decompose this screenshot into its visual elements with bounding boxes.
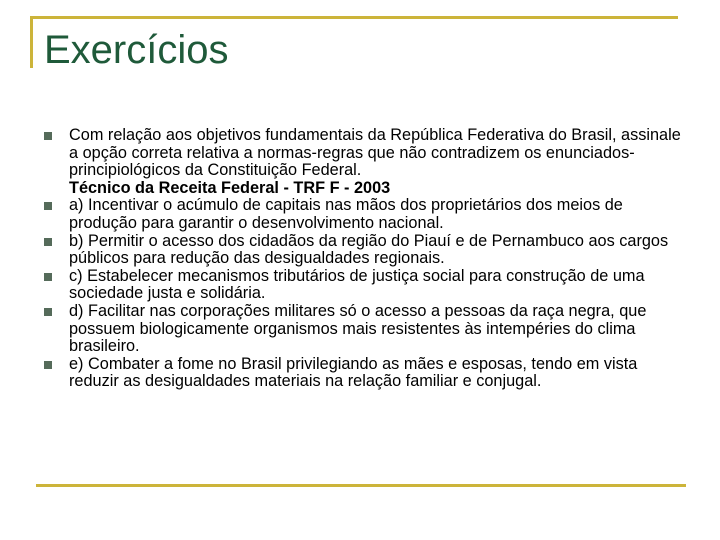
bullet-list [0, 127, 720, 391]
option-item-e [0, 356, 689, 391]
square-bullet-icon [44, 202, 52, 210]
square-bullet-icon [44, 361, 52, 369]
square-bullet-icon [44, 238, 52, 246]
option-item-a [0, 197, 689, 232]
option-text-c: c) Estabelecer mecanismos tributários de justiça social para construção de uma sociedade justa e solidária. [69, 266, 645, 303]
slide-title: Exercícios [44, 28, 229, 72]
option-item-d [0, 303, 689, 356]
square-bullet-icon [44, 132, 52, 140]
bottom-divider-line [36, 484, 686, 487]
title-frame-left-line [30, 16, 33, 68]
question-text: Com relação aos objetivos fundamentais da República Federativa do Brasil, assinale a opção correta relativa a normas-regras que não contradizem os enunciados-principiológicos da Constituição Federal. [69, 126, 681, 180]
option-item-b [0, 233, 689, 268]
option-item-c [0, 268, 689, 303]
option-text-d: d) Facilitar nas corporações militares só o acesso a pessoas da raça negra, que possuem biologicamente organismos mais resistentes às intempéries do clima brasileiro. [69, 301, 647, 356]
square-bullet-icon [44, 273, 52, 281]
option-text-e: e) Combater a fome no Brasil privilegiando as mães e esposas, tendo em vista reduzir as desigualdades materiais na relação familiar e conjugal. [69, 354, 638, 391]
square-bullet-icon [44, 308, 52, 316]
question-source: Técnico da Receita Federal - TRF F - 2003 [69, 178, 391, 197]
option-text-a: a) Incentivar o acúmulo de capitais nas mãos dos proprietários dos meios de produção para garantir o desenvolvimento nacional. [69, 196, 623, 232]
title-frame-top-line [30, 16, 678, 19]
question-item [0, 127, 689, 197]
option-text-b: b) Permitir o acesso dos cidadãos da região do Piauí e de Pernambuco aos cargos públicos para redução das desigualdades regionais. [69, 231, 669, 268]
